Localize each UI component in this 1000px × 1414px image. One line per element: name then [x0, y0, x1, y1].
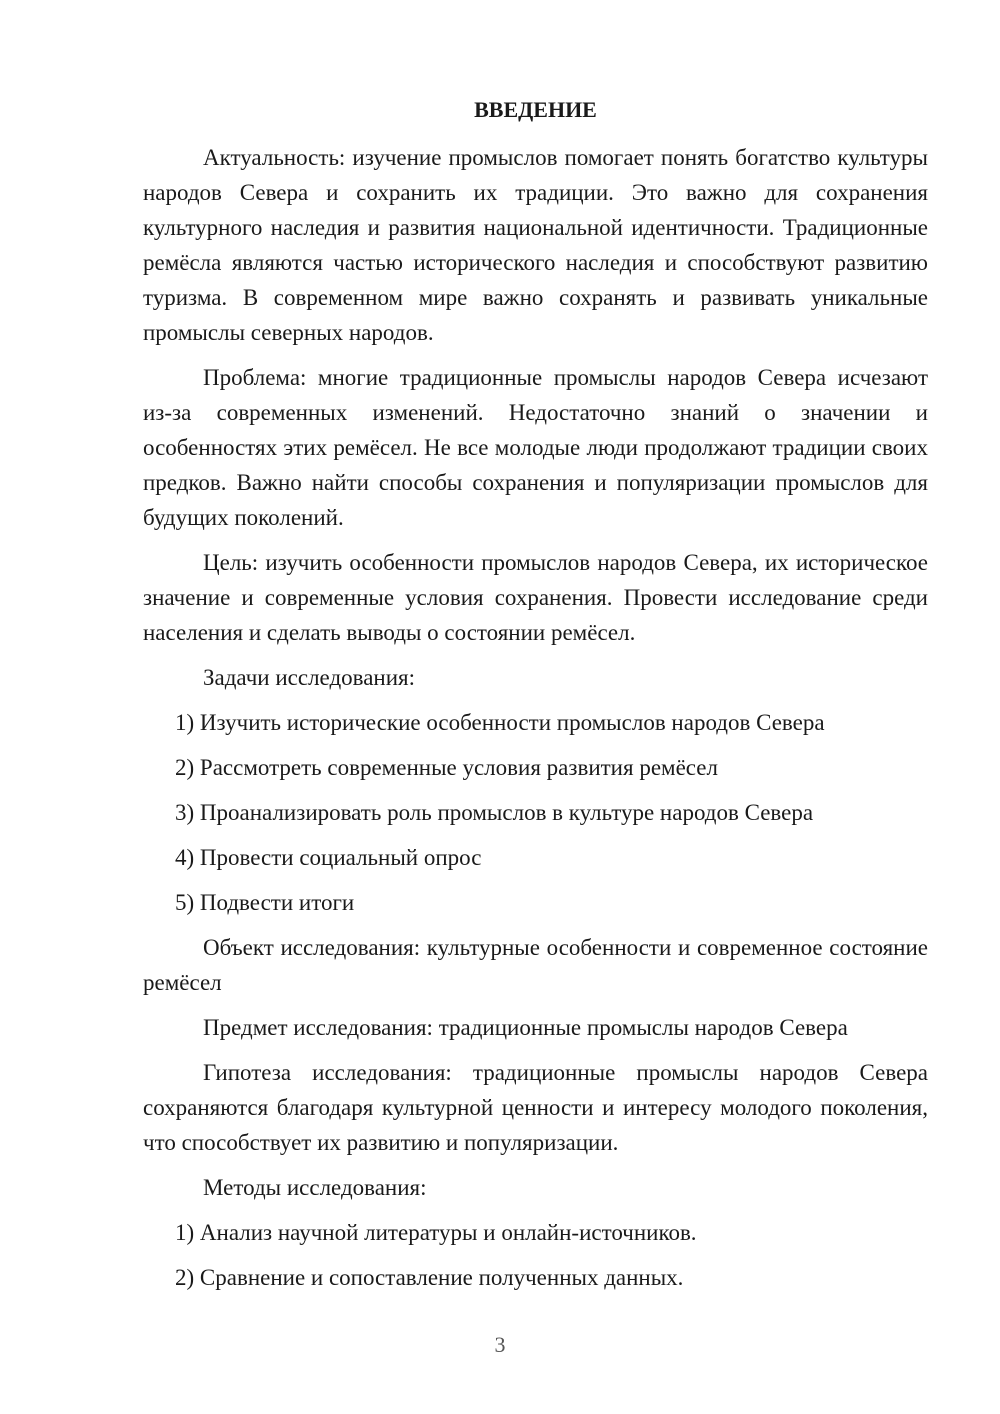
list-item: 3) Проанализировать роль промыслов в культуре народов Севера: [175, 800, 814, 825]
list-item: 5) Подвести итоги: [175, 890, 355, 915]
list-item: 1) Анализ научной литературы и онлайн-источников.: [175, 1220, 697, 1245]
list-item: 4) Провести социальный опрос: [175, 845, 482, 870]
goal-paragraph: Цель: изучить особенности промыслов народов Севера, их историческое значение и современные условия сохранения. Провести исследование среди населения и сделать выводы о состоянии ремёсел.: [143, 550, 928, 645]
tasks-heading: Задачи исследования:: [203, 665, 416, 690]
page-number: 3: [494, 1332, 506, 1357]
list-item: 2) Рассмотреть современные условия развития ремёсел: [175, 755, 718, 780]
relevance-paragraph: Актуальность: изучение промыслов помогает понять богатство культуры народов Севера и сохранить их традиции. Это важно для сохранения культурного наследия и развития национальной идентичности. Традиционные ремёсла являются частью исторического наследия и способствуют развитию туризма. В современном мире важно сохранять и развивать уникальные промыслы северных народов.: [143, 145, 928, 345]
methods-list: [143, 1215, 928, 1295]
hypothesis-paragraph: Гипотеза исследования: традиционные промыслы народов Севера сохраняются благодаря культурной ценности и интересу молодого поколения, что способствует их развитию и популяризации.: [143, 1060, 928, 1155]
list-item: 2) Сравнение и сопоставление полученных данных.: [175, 1265, 684, 1290]
tasks-list: [143, 705, 928, 920]
page-title: ВВЕДЕНИЕ: [474, 97, 597, 122]
document-page: [143, 95, 928, 1305]
subject-paragraph: Предмет исследования: традиционные промыслы народов Севера: [203, 1015, 848, 1040]
object-paragraph: Объект исследования: культурные особенности и современное состояние ремёсел: [143, 935, 928, 995]
list-item: 1) Изучить исторические особенности промыслов народов Севера: [175, 710, 825, 735]
methods-heading: Методы исследования:: [203, 1175, 427, 1200]
problem-paragraph: Проблема: многие традиционные промыслы народов Севера исчезают из-за современных изменений. Недостаточно знаний о значении и особенностях этих ремёсел. Не все молодые люди продолжают традиции своих предков. Важно найти способы сохранения и популяризации промыслов для будущих поколений.: [143, 365, 928, 530]
